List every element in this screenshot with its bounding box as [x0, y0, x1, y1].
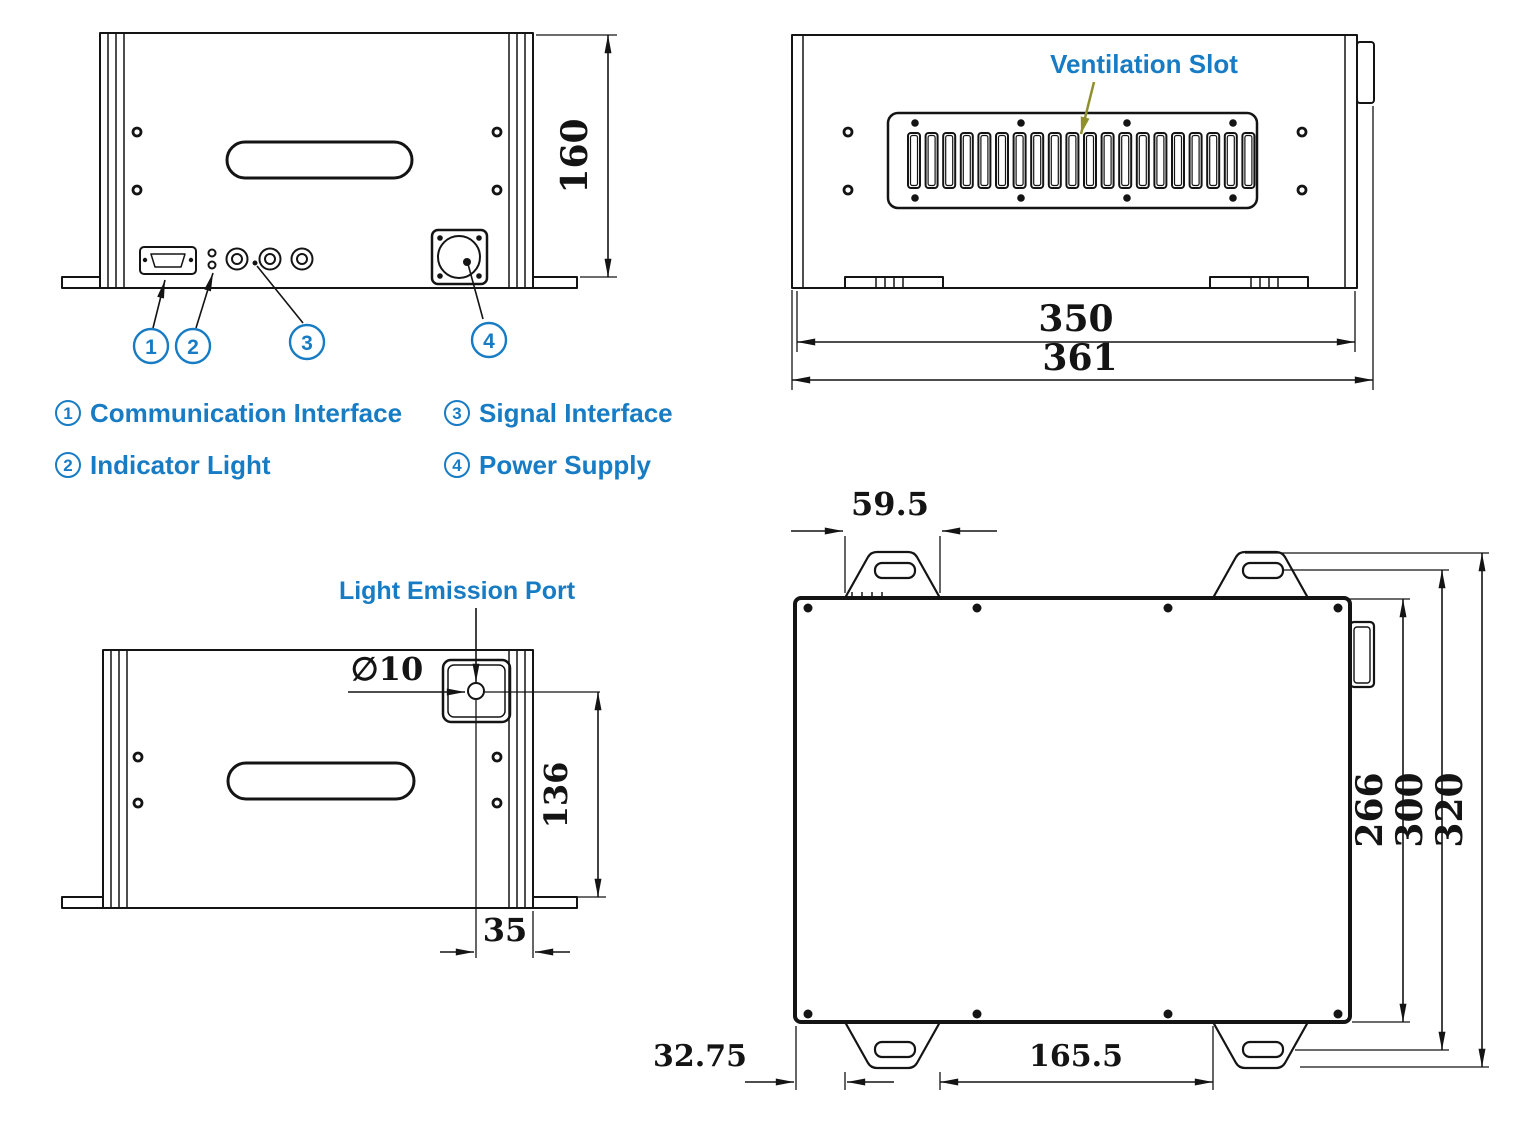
top-body: [795, 598, 1350, 1022]
dim-text-160: 160: [554, 118, 596, 194]
tab-slot: [1243, 1042, 1283, 1057]
screw-hole: [493, 128, 501, 136]
dim-text-320: 320: [1429, 772, 1471, 848]
screw-hole: [493, 753, 501, 761]
tab-outline: [845, 552, 940, 598]
grille-screw: [1123, 194, 1131, 202]
grille-screw: [911, 119, 919, 127]
power-screw: [437, 235, 443, 241]
db9-screw: [189, 258, 193, 262]
side-right-foot: [533, 897, 577, 908]
screw-hole: [134, 799, 142, 807]
rear-right-foot: [1210, 277, 1308, 288]
mounting-tab-top-left: [845, 552, 940, 598]
rear-left-foot: [845, 277, 943, 288]
tab-outline: [1213, 1022, 1308, 1068]
screw-hole: [134, 753, 142, 761]
dim-text-266: 266: [1349, 772, 1391, 848]
screw-hole: [1298, 186, 1306, 194]
handle-slot: [227, 142, 412, 178]
dim-text-136: 136: [537, 761, 575, 829]
grille-screw: [1229, 119, 1237, 127]
db9-outline: [140, 247, 196, 274]
indicator-led: [209, 262, 216, 269]
view-rear: [792, 35, 1374, 390]
top-screw: [1164, 1010, 1173, 1019]
signal-connector: [227, 249, 248, 270]
legend-item-indicator-light: [56, 450, 271, 480]
legend-number: 4: [452, 456, 462, 475]
callout-leader-4: [468, 264, 483, 319]
signal-point: [253, 261, 258, 266]
top-screw: [973, 1010, 982, 1019]
dimension-front-height: [536, 35, 617, 277]
ventilation-grille: [888, 113, 1257, 208]
callout-leader-2: [196, 273, 213, 328]
emission-aperture: [468, 683, 484, 699]
front-left-rail: [108, 33, 124, 288]
top-screw: [1164, 604, 1173, 613]
screw-hole: [133, 186, 141, 194]
power-screw: [476, 273, 482, 279]
view-side: [62, 577, 606, 958]
dim-text-300: 300: [1389, 772, 1431, 848]
screw-hole: [844, 128, 852, 136]
power-screw: [437, 273, 443, 279]
signal-interface-connectors: [227, 249, 313, 270]
signal-connector: [292, 249, 313, 270]
legend-label: Indicator Light: [90, 450, 271, 480]
callout-number: 4: [483, 330, 495, 353]
callout-2: [176, 329, 210, 363]
dim-text-165-5: 165.5: [1029, 1039, 1123, 1074]
legend-label: Communication Interface: [90, 398, 403, 428]
top-screw: [973, 604, 982, 613]
rear-flange: [1357, 42, 1374, 103]
db9-screw: [143, 258, 147, 262]
screw-hole: [1298, 128, 1306, 136]
grille-screw: [911, 194, 919, 202]
legend-label: Power Supply: [479, 450, 651, 480]
top-screw: [1334, 604, 1343, 613]
tab-slot: [875, 1042, 915, 1057]
screw-hole: [844, 186, 852, 194]
callout-number: 3: [301, 332, 313, 355]
dimension-tab-width: [791, 485, 997, 593]
indicator-led: [209, 250, 216, 257]
legend-item-power-supply: [445, 450, 651, 480]
top-screw: [804, 604, 813, 613]
db9-pinfield: [151, 254, 185, 267]
ventilation-slot-arrow: [1081, 82, 1094, 134]
screw-hole: [493, 186, 501, 194]
dim-text-350: 350: [1038, 298, 1114, 340]
ventilation-slot-label: Ventilation Slot: [1050, 49, 1238, 79]
power-supply-connector: [432, 230, 487, 284]
callout-leader-3: [257, 266, 303, 323]
screw-hole: [493, 799, 501, 807]
front-left-foot: [62, 277, 100, 288]
dim-text-361: 361: [1042, 337, 1118, 379]
tab-outline: [1213, 552, 1308, 598]
power-screw: [476, 235, 482, 241]
grille-screw: [1123, 119, 1131, 127]
screw-hole: [133, 128, 141, 136]
callout-1: [134, 329, 168, 363]
signal-connector-pin: [297, 254, 307, 264]
legend-item-signal-interface: [445, 398, 673, 428]
top-screw: [1334, 1010, 1343, 1019]
signal-connector-pin: [265, 254, 275, 264]
front-right-rail: [509, 33, 525, 288]
legend: [56, 398, 673, 480]
view-front: [62, 33, 617, 363]
foot-ribs: [1251, 277, 1278, 288]
legend-item-communication-interface: [56, 398, 402, 428]
dimension-port-height: [537, 692, 606, 897]
legend-label: Signal Interface: [479, 398, 673, 428]
dimension-tab-offset: [653, 1026, 894, 1090]
grille-screw: [1017, 194, 1025, 202]
mounting-tab-bottom-left: [845, 1022, 940, 1068]
dim-text-59-5: 59.5: [851, 485, 929, 523]
mounting-tab-bottom-right: [1213, 1022, 1308, 1068]
dim-text-32-75: 32.75: [653, 1039, 747, 1074]
side-right-rail: [509, 650, 525, 908]
flange-inner: [1354, 627, 1370, 683]
side-left-rail: [111, 650, 127, 908]
dimension-depths: [1245, 553, 1489, 1067]
legend-number: 2: [63, 456, 73, 475]
tab-outline: [845, 1022, 940, 1068]
callout-number: 1: [145, 336, 157, 359]
grille-screw: [1017, 119, 1025, 127]
front-right-foot: [533, 277, 577, 288]
foot-ribs: [876, 277, 903, 288]
communication-interface-connector: [140, 247, 196, 274]
signal-connector-pin: [232, 254, 242, 264]
dim-text-dia10: ∅10: [350, 650, 424, 688]
callout-4: [472, 323, 506, 357]
dimension-port-offset: [440, 911, 570, 958]
side-left-foot: [62, 897, 103, 908]
power-point: [463, 258, 471, 266]
callout-number: 2: [187, 336, 199, 359]
legend-number: 3: [452, 404, 462, 423]
top-view-flange: [1350, 622, 1374, 687]
legend-number: 1: [63, 404, 73, 423]
indicator-lights: [209, 250, 216, 269]
dimension-tab-spacing: [940, 1026, 1213, 1090]
grille-screw: [1229, 194, 1237, 202]
view-top: [653, 485, 1489, 1090]
dimension-rear-width-overall: [792, 106, 1373, 390]
callout-3: [290, 325, 324, 359]
front-body: [100, 33, 533, 288]
top-screw: [804, 1010, 813, 1019]
mounting-tab-top-right: [1213, 552, 1308, 598]
light-emission-port-label: Light Emission Port: [338, 577, 576, 605]
dim-text-35: 35: [482, 911, 528, 949]
handle-slot: [228, 763, 414, 799]
tab-slot: [1243, 563, 1283, 578]
tab-slot: [875, 563, 915, 578]
foot-outline: [1210, 277, 1308, 288]
signal-connector: [260, 249, 281, 270]
power-socket: [438, 236, 480, 278]
ventilation-grille-slots: [908, 133, 1254, 188]
